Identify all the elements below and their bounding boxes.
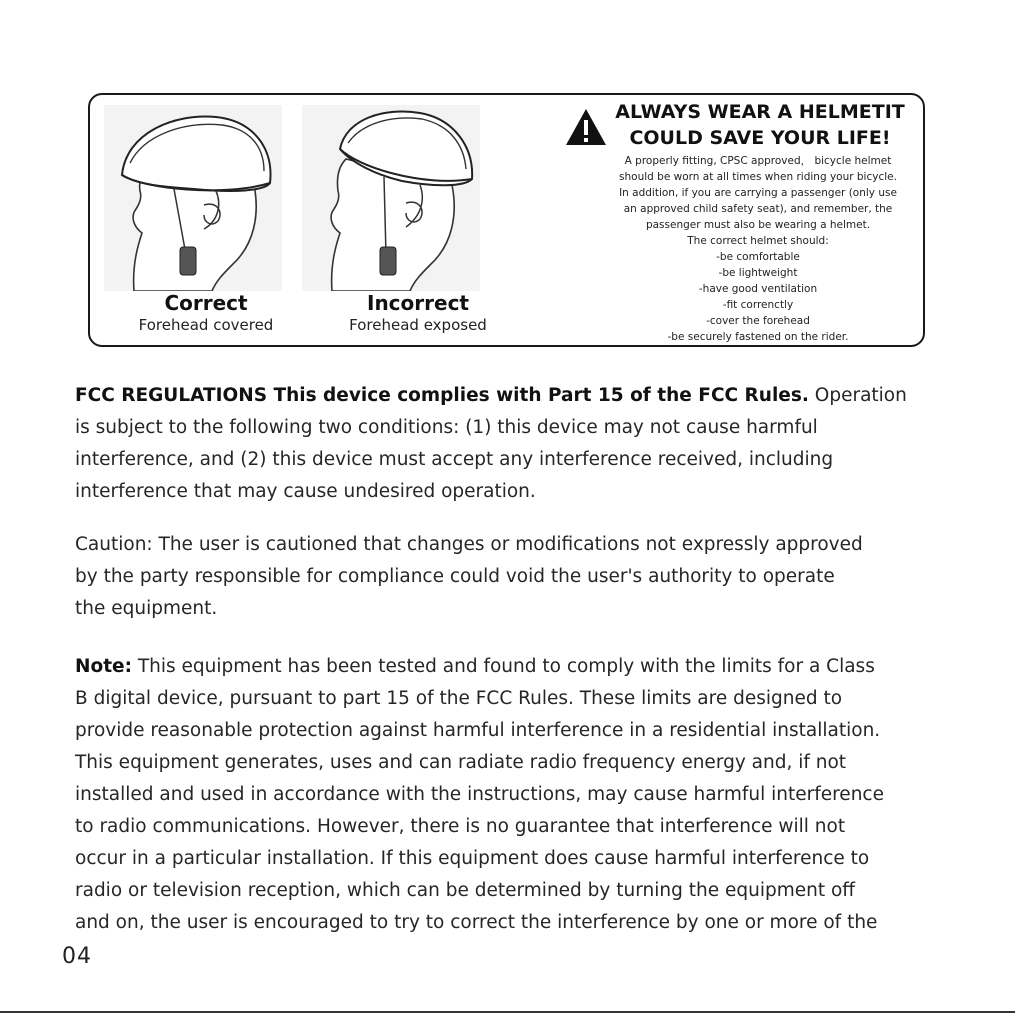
helmet-list-title: The correct helmet should: <box>687 235 829 247</box>
helmet-list-item: -be securely fastened on the rider. <box>667 331 849 343</box>
warning-body-line: passenger must also be wearing a helmet. <box>645 219 871 231</box>
helmet-list-item: -have good ventilation <box>698 283 818 295</box>
helmet-correct-illustration <box>104 105 282 291</box>
caution-line: the equipment. <box>75 598 218 619</box>
warning-body <box>590 153 926 345</box>
warning-heading <box>610 99 910 151</box>
warning-body-line: should be worn at all times when riding your bicycle. <box>619 171 897 183</box>
note-paragraph <box>75 651 980 939</box>
warning-body-line: In addition, if you are carrying a passenger (only use <box>619 187 897 199</box>
helmet-warning-panel <box>88 93 925 347</box>
note-line: and on, the user is encouraged to try to correct the interference by one or more of the <box>75 912 878 933</box>
correct-caption-subtitle: Forehead covered <box>138 316 274 334</box>
helmet-list-item: -be lightweight <box>718 267 798 279</box>
warning-heading-line1: ALWAYS WEAR A HELMETIT <box>615 101 905 123</box>
note-label: Note: <box>75 656 132 677</box>
note-line: B digital device, pursuant to part 15 of the FCC Rules. These limits are designed to <box>75 688 843 709</box>
caution-line: by the party responsible for compliance could void the user's authority to operate <box>75 566 835 587</box>
fcc-regulations-paragraph <box>75 380 980 508</box>
note-line: radio or television reception, which can be determined by turning the equipment off <box>75 880 856 901</box>
fcc-line1-rest: Operation <box>808 385 907 406</box>
caution-line: Caution: The user is cautioned that changes or modifications not expressly approved <box>75 534 863 555</box>
helmet-list-item: -cover the forehead <box>706 315 810 327</box>
note-line: occur in a particular installation. If this equipment does cause harmful interference to <box>75 848 870 869</box>
incorrect-caption-subtitle: Forehead exposed <box>349 316 487 334</box>
fcc-heading: FCC REGULATIONS This device complies with Part 15 of the FCC Rules. <box>75 385 809 406</box>
warning-body-line: A properly fitting, CPSC approved， bicycle helmet <box>624 155 892 167</box>
warning-triangle-icon <box>564 107 608 147</box>
bottom-divider <box>0 1011 1015 1013</box>
fcc-line: interference, and (2) this device must accept any interference received, including <box>75 449 834 470</box>
helmet-list-item: -fit correnctly <box>722 299 794 311</box>
note-line: installed and used in accordance with the instructions, may cause harmful interference <box>75 784 884 805</box>
note-line: provide reasonable protection against harmful interference in a residential installation. <box>75 720 881 741</box>
incorrect-caption-title: Incorrect <box>367 291 469 315</box>
warning-body-line: an approved child safety seat), and remember, the <box>623 203 893 215</box>
correct-caption-title: Correct <box>164 291 248 315</box>
helmet-list-item: -be comfortable <box>716 251 800 263</box>
note-line: This equipment generates, uses and can radiate radio frequency energy and, if not <box>75 752 847 773</box>
note-line: to radio communications. However, there is no guarantee that interference will not <box>75 816 846 837</box>
page-number: 04 <box>62 944 92 969</box>
fcc-line: is subject to the following two conditions: (1) this device may not cause harmful <box>75 417 818 438</box>
warning-heading-line2: COULD SAVE YOUR LIFE! <box>629 127 891 149</box>
helmet-incorrect-illustration <box>302 105 480 291</box>
fcc-line: interference that may cause undesired operation. <box>75 481 536 502</box>
caution-paragraph <box>75 529 980 625</box>
note-line1-rest: This equipment has been tested and found to comply with the limits for a Class <box>131 656 875 677</box>
